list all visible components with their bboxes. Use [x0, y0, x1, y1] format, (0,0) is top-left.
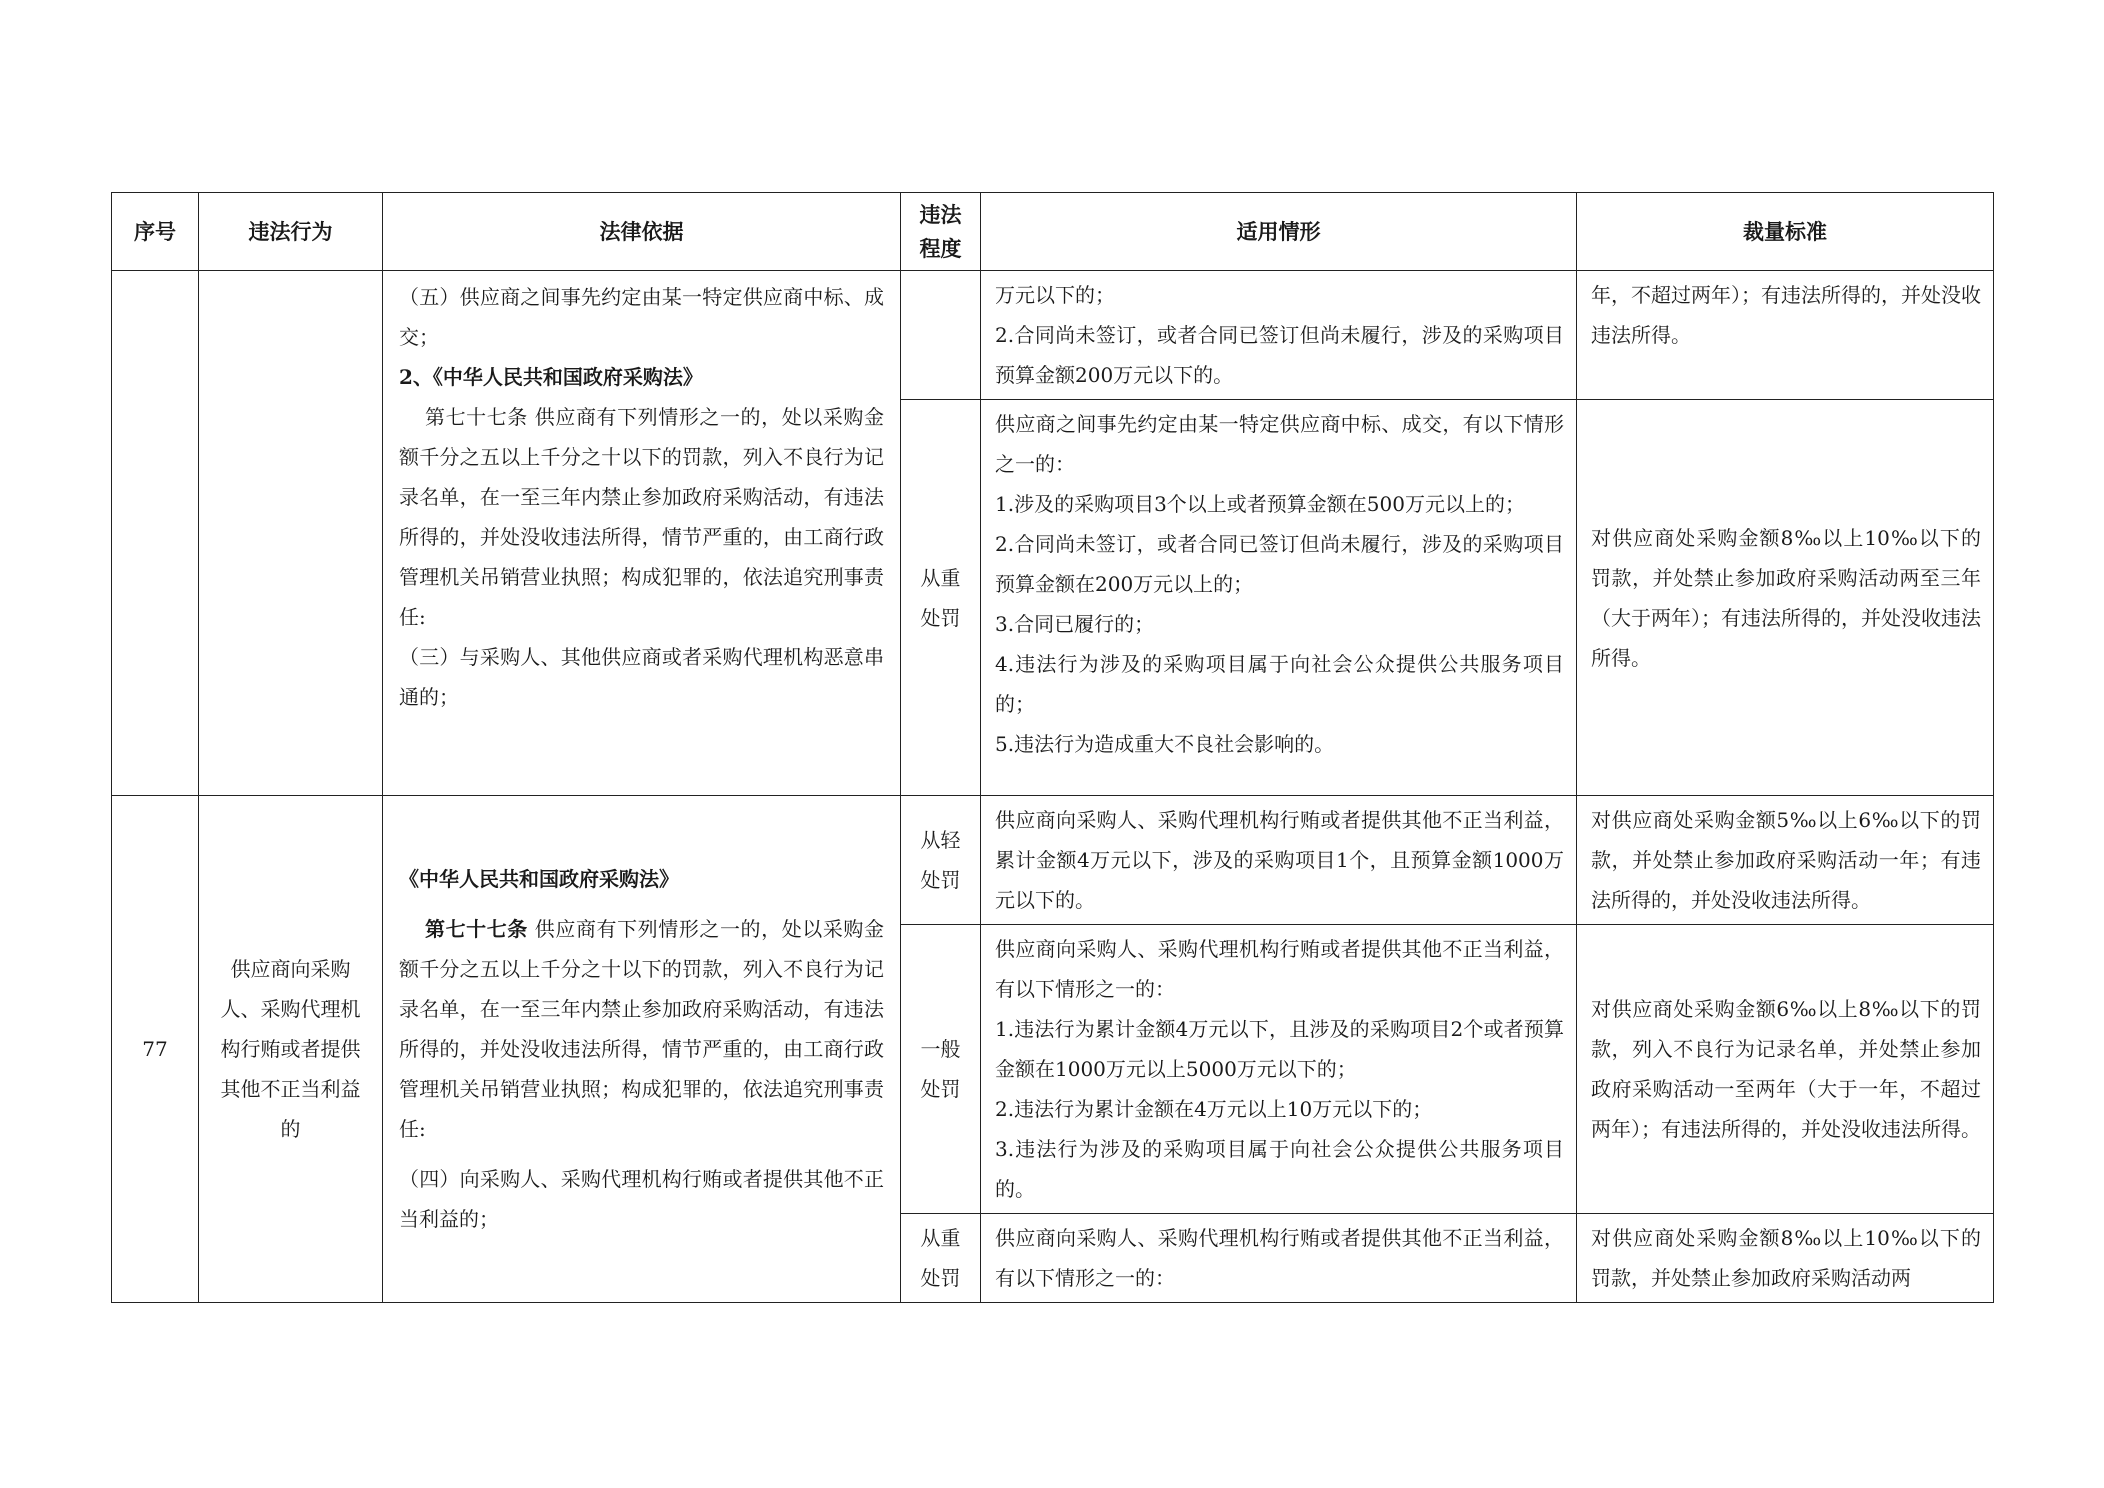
behavior-cell-empty	[199, 271, 383, 796]
table-row	[112, 271, 1994, 400]
situation-text: 4.违法行为涉及的采购项目属于向社会公众提供公共服务项目的；	[995, 652, 1564, 716]
standard-text: 对供应商处采购金额8‰以上10‰以下的罚款，并处禁止参加政府采购活动两	[1591, 1226, 1981, 1290]
situation-text: 3.违法行为涉及的采购项目属于向社会公众提供公共服务项目的。	[995, 1137, 1564, 1201]
standard-text: 对供应商处采购金额6‰以上8‰以下的罚款，列入不良行为记录名单，并处禁止参加政府采购活动一至两年（大于一年，不超过两年）；有违法所得的，并处没收违法所得。	[1591, 997, 1981, 1141]
degree-cell: 一般处罚	[901, 925, 981, 1214]
situation-text: 2.合同尚未签订，或者合同已签订但尚未履行，涉及的采购项目预算金额200万元以下的。	[995, 323, 1564, 387]
header-degree: 违法程度	[901, 193, 981, 271]
situation-text: 供应商向采购人、采购代理机构行贿或者提供其他不正当利益，有以下情形之一的：	[995, 1226, 1564, 1290]
law-article-head: 第七十七条	[425, 917, 528, 941]
degree-cell	[901, 271, 981, 400]
seq-number: 77	[112, 796, 199, 1303]
law-article-body: 供应商有下列情形之一的，处以采购金额千分之五以上千分之十以下的罚款，列入不良行为记录名单，在一至三年内禁止参加政府采购活动，有违法所得的，并处没收违法所得，情节严重的，由工商行政管理机关吊销营业执照；构成犯罪的，依法追究刑事责任:	[399, 917, 884, 1141]
standard-cell	[1577, 400, 1994, 796]
law-basis-cell	[383, 271, 901, 796]
table-header-row	[112, 193, 1994, 271]
header-behavior: 违法行为	[199, 193, 383, 271]
law-text: （三）与采购人、其他供应商或者采购代理机构恶意串通的；	[399, 645, 884, 709]
law-text	[399, 397, 884, 637]
degree-cell: 从重处罚	[901, 400, 981, 796]
seq-cell-empty	[112, 271, 199, 796]
situation-text: 5.违法行为造成重大不良社会影响的。	[995, 732, 1335, 756]
situation-text: 3.合同已履行的；	[995, 612, 1155, 636]
law-item: （四）向采购人、采购代理机构行贿或者提供其他不正当利益的；	[399, 1167, 884, 1231]
situation-cell	[981, 400, 1577, 796]
header-basis: 法律依据	[383, 193, 901, 271]
standard-text: 对供应商处采购金额8‰以上10‰以下的罚款，并处禁止参加政府采购活动两至三年（大于两年）；有违法所得的，并处没收违法所得。	[1591, 525, 1981, 670]
header-standard: 裁量标准	[1577, 193, 1994, 271]
situation-text: 万元以下的；	[995, 283, 1115, 307]
situation-text: 2.违法行为累计金额在4万元以上10万元以下的；	[995, 1097, 1433, 1121]
law-article: 第七十七条 供应商有下列情形之一的，处以采购金额千分之五以上千分之十以下的罚款，列入不良行为记录名单，在一至三年内禁止参加政府采购活动，有违法所得的，并处没收违法所得，情节严重的，由工商行政管理机关吊销营业执照；构成犯罪的，依法追究刑事责任:	[399, 405, 884, 629]
law-text	[399, 909, 884, 1149]
situation-cell	[981, 925, 1577, 1214]
law-title: 2、《中华人民共和国政府采购法》	[399, 365, 703, 389]
law-text: （五）供应商之间事先约定由某一特定供应商中标、成交；	[399, 285, 884, 349]
standard-cell	[1577, 1214, 1994, 1303]
standard-cell	[1577, 796, 1994, 925]
law-basis-cell	[383, 796, 901, 1303]
situation-text: 1.违法行为累计金额4万元以下，且涉及的采购项目2个或者预算金额在1000万元以上5000万元以下的；	[995, 1017, 1564, 1081]
situation-text: 供应商向采购人、采购代理机构行贿或者提供其他不正当利益，有以下情形之一的：	[995, 937, 1564, 1001]
standard-text: 年，不超过两年）；有违法所得的，并处没收违法所得。	[1591, 283, 1981, 347]
situation-text: 2.合同尚未签订，或者合同已签订但尚未履行，涉及的采购项目预算金额在200万元以上的；	[995, 532, 1564, 596]
violation-behavior: 供应商向采购人、采购代理机构行贿或者提供其他不正当利益的	[199, 796, 383, 1303]
situation-cell	[981, 271, 1577, 400]
standard-cell	[1577, 925, 1994, 1214]
header-situation: 适用情形	[981, 193, 1577, 271]
situation-cell	[981, 796, 1577, 925]
situation-text: 供应商之间事先约定由某一特定供应商中标、成交，有以下情形之一的：	[995, 412, 1564, 476]
situation-text: 供应商向采购人、采购代理机构行贿或者提供其他不正当利益，累计金额4万元以下，涉及的采购项目1个，且预算金额1000万元以下的。	[995, 808, 1564, 912]
standard-cell	[1577, 271, 1994, 400]
standard-text: 对供应商处采购金额5‰以上6‰以下的罚款，并处禁止参加政府采购活动一年；有违法所得的，并处没收违法所得。	[1591, 808, 1981, 912]
situation-text: 1.涉及的采购项目3个以上或者预算金额在500万元以上的；	[995, 492, 1525, 516]
degree-cell: 从轻处罚	[901, 796, 981, 925]
table-row	[112, 796, 1994, 925]
degree-cell: 从重处罚	[901, 1214, 981, 1303]
situation-cell	[981, 1214, 1577, 1303]
header-seq: 序号	[112, 193, 199, 271]
law-title: 《中华人民共和国政府采购法》	[399, 867, 679, 891]
penalty-discretion-table	[111, 192, 1994, 1303]
